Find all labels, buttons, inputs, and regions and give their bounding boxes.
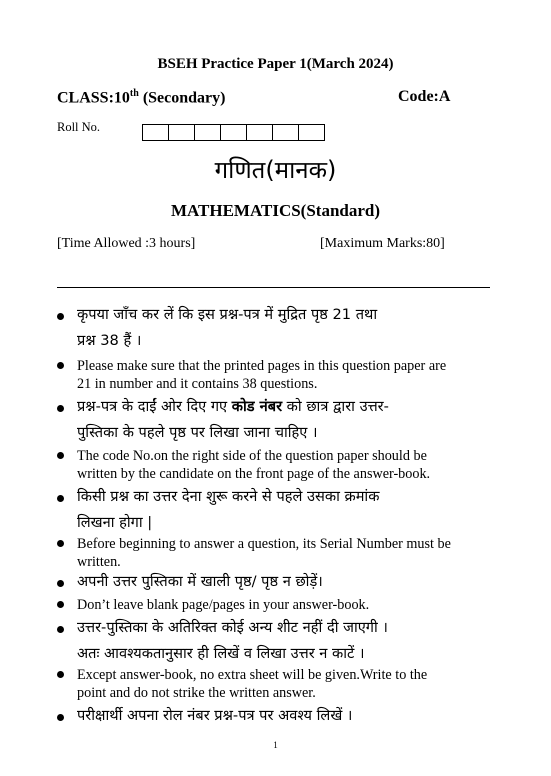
instruction-text: Please make sure that the printed pages in this question paper are bbox=[77, 358, 447, 374]
instruction-text: कृपया जाँच कर लें कि इस प्रश्न-पत्र में मुद्रित पृष्ठ 21 तथा bbox=[77, 306, 378, 323]
bullet-icon bbox=[57, 313, 64, 320]
instruction-text: Before beginning to answer a question, its Serial Number must be bbox=[77, 536, 451, 552]
roll-number-box[interactable] bbox=[194, 124, 221, 141]
subject-title-hindi: गणित(मानक) bbox=[214, 156, 337, 184]
roll-number-box[interactable] bbox=[272, 124, 299, 141]
roll-number-label: Roll No. bbox=[57, 120, 101, 134]
bullet-icon bbox=[57, 540, 64, 547]
instruction-text: उत्तर-पुस्तिका के अतिरिक्त कोई अन्य शीट नहीं दी जाएगी । bbox=[77, 619, 388, 636]
instruction-text: The code No.on the right side of the question paper should be bbox=[77, 448, 427, 464]
instruction-text: किसी प्रश्न का उत्तर देना शुरू करने से पहले उसका क्रमांक bbox=[77, 488, 380, 505]
roll-number-box[interactable] bbox=[246, 124, 273, 141]
bullet-icon bbox=[57, 626, 64, 633]
roll-number-box[interactable] bbox=[220, 124, 247, 141]
roll-number-box[interactable] bbox=[298, 124, 325, 141]
bullet-icon bbox=[57, 452, 64, 459]
bullet-icon bbox=[57, 362, 64, 369]
bullet-icon bbox=[57, 495, 64, 502]
instruction-text: written. bbox=[77, 554, 121, 570]
bullet-icon bbox=[57, 671, 64, 678]
instruction-text: लिखना होगा | bbox=[77, 514, 153, 531]
instruction-text: Except answer-book, no extra sheet will be given.Write to the bbox=[77, 667, 428, 683]
maximum-marks: [Maximum Marks:80] bbox=[320, 236, 445, 251]
roll-number-boxes[interactable] bbox=[143, 124, 325, 141]
instruction-text: प्रश्न-पत्र के दाईं ओर दिए गए कोड नंबर को छात्र द्वारा उत्तर- bbox=[77, 398, 389, 415]
instruction-text: अतः आवश्यकतानुसार ही लिखें व लिखा उत्तर न काटें । bbox=[77, 645, 365, 662]
subject-title-english: MATHEMATICS(Standard) bbox=[170, 201, 381, 220]
bullet-icon bbox=[57, 601, 64, 608]
page-number: 1 bbox=[273, 740, 278, 750]
paper-code: Code:A bbox=[398, 88, 451, 105]
time-allowed: [Time Allowed :3 hours] bbox=[57, 236, 196, 251]
instruction-text: अपनी उत्तर पुस्तिका में खाली पृष्ठ/ पृष्ठ न छोड़ें। bbox=[77, 573, 323, 590]
roll-number-box[interactable] bbox=[168, 124, 195, 141]
roll-number-box[interactable] bbox=[142, 124, 169, 141]
instruction-text: point and do not strike the written answer. bbox=[77, 685, 316, 701]
divider-line bbox=[57, 287, 490, 288]
bullet-icon bbox=[57, 714, 64, 721]
instruction-text: परीक्षार्थी अपना रोल नंबर प्रश्न-पत्र पर अवश्य लिखें । bbox=[77, 707, 353, 724]
paper-title: BSEH Practice Paper 1(March 2024) bbox=[157, 56, 394, 72]
instruction-text: प्रश्न 38 हैं । bbox=[77, 332, 142, 349]
instruction-text: 21 in number and it contains 38 questions. bbox=[77, 376, 318, 392]
code-number-emphasis: कोड नंबर bbox=[231, 398, 283, 415]
instruction-text: पुस्तिका के पहले पृष्ठ पर लिखा जाना चाहिए । bbox=[77, 424, 318, 441]
instruction-text: written by the candidate on the front page of the answer-book. bbox=[77, 466, 431, 482]
bullet-icon bbox=[57, 580, 64, 587]
instruction-text: Don’t leave blank page/pages in your answer-book. bbox=[77, 597, 370, 613]
class-label: CLASS:10th (Secondary) bbox=[57, 88, 226, 107]
bullet-icon bbox=[57, 405, 64, 412]
